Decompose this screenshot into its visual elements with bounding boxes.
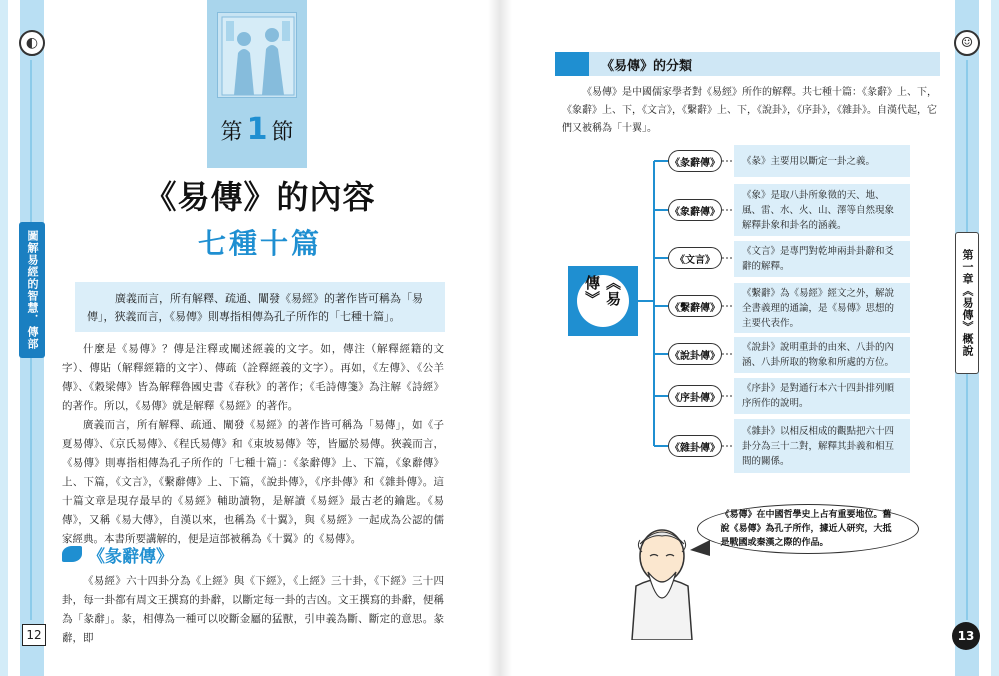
branch-label: 《文言》 (668, 247, 722, 269)
page-title: 《易傳》的內容 (144, 178, 376, 216)
subsection-heading-text: 《彖辭傳》 (88, 546, 173, 567)
branch-description-text: 《雜卦》以相反相成的觀點把六十四卦分為三十二對，解釋其卦義和相互間的關係。 (742, 425, 895, 467)
speech-bubble (697, 504, 919, 554)
core-node-label: 《易傳》 (583, 275, 622, 307)
branch-label: 《雜卦傳》 (668, 435, 722, 457)
branch-description (734, 283, 910, 333)
branch-description (734, 145, 910, 177)
speech-bubble-text: 《易傳》在中國哲學史上占有重要地位。舊說《易傳》為孔子所作，據近人研究，大抵是戰國或秦漢之際的作品。 (720, 510, 892, 548)
paragraph: 廣義而言，所有解釋、疏通、闡發《易經》的著作皆可稱為「易傳」，如《子夏易傳》、《京氏易傳》、《程氏易傳》和《東坡易傳》等，皆屬於易傳。狹義而言，《易傳》則專指相傳為孔子所作的「七種十篇」：《彖辭傳》上、下篇，《象辭傳》上、下篇，《文言》，《繫辭傳》上、下篇，《說卦傳》，《序卦傳》和《雜卦傳》。這十篇文章是現存最早的《易經》輔助讀物，是解讀《易經》最古老的鑰匙。《易傳》，又稱《易大傳》，自漢以來，也稱為《十翼》，與《易經》一起成為公認的儒家經典。本書所要講解的，便是這部被稱為《十翼》的《易傳》。 (62, 419, 444, 545)
section-prefix: 第 (220, 120, 243, 145)
page-number-left: 12 (22, 624, 46, 646)
section-number: 1 (246, 112, 268, 147)
branch-description-text: 《序卦》是對通行本六十四卦排列順序所作的說明。 (742, 383, 895, 409)
diagram-intro-text: 《易傳》是中國儒家學者對《易經》所作的解釋。共七種十篇：《彖辭》上、下，《象辭》上、下，《文言》，《繫辭》上、下，《說卦》，《序卦》，《雜卦》。自漢代起，它們又被稱為「十翼」。 (562, 87, 937, 134)
branch-description (734, 337, 910, 373)
branch-description-text: 《繫辭》為《易經》經文之外，解說全書義理的通論，是《易傳》思想的主要代表作。 (742, 287, 895, 329)
core-node (568, 266, 638, 336)
core-node-circle (577, 275, 629, 327)
branch-description-text: 《象》是取八卦所象徵的天、地、風、雷、水、火、山、澤等自然現象解釋卦象和卦名的涵義。 (742, 189, 895, 231)
branch-label: 《繫辭傳》 (668, 295, 722, 317)
branch-description (734, 419, 910, 473)
section-suffix: 節 (271, 120, 294, 145)
chapter-tab-text: 第一章《易傳》概說 (961, 249, 974, 357)
branch-description (734, 378, 910, 414)
series-logo-icon: ◐ (19, 30, 45, 56)
diagram-heading: 《易傳》的分類 (601, 58, 693, 74)
page-subtitle: 七種十篇 (197, 227, 322, 260)
branch-description (734, 241, 910, 277)
branch-description (734, 184, 910, 236)
branch-label: 《象辭傳》 (668, 199, 722, 221)
speech-bubble-tail (690, 540, 710, 556)
book-title-text: 圖解易經的智慧．傳部 (26, 230, 39, 350)
paragraph: 什麼是《易傳》？傳是注釋或闡述經義的文字。如，傳注（解釋經籍的文字）、傳貼（解釋經籍的文字）、傳疏（詮釋經義的文字）。再如，《左傳》、《公羊傳》、《穀梁傳》皆為解釋魯國史書《春秋》的著作；《毛詩傳箋》為注解《詩經》的著作。所以，《易傳》就是解釋《易經》的著作。 (62, 343, 444, 412)
branch-label: 《序卦傳》 (668, 385, 722, 407)
page-number-right: 13 (952, 622, 980, 650)
branch-description-text: 《文言》是專門對乾坤兩卦卦辭和爻辭的解釋。 (742, 246, 895, 272)
sage-face-logo-icon: ☺ (954, 30, 980, 56)
branch-description-text: 《彖》主要用以斷定一卦之義。 (742, 155, 876, 167)
branch-label: 《彖辭傳》 (668, 150, 722, 172)
paragraph: 《易經》六十四卦分為《上經》與《下經》，《上經》三十卦，《下經》三十四卦，每一卦都有周文王撰寫的卦辭，以斷定每一卦的吉凶。文王撰寫的卦辭，便稱為「彖辭」。彖，相傳為一種可以咬斷金屬的猛獸，引申義為斷、斷定的意思。彖辭，即 (62, 575, 444, 644)
branch-label: 《說卦傳》 (668, 343, 722, 365)
branch-description-text: 《說卦》說明重卦的由來、八卦的內涵、八卦所取的物象和所處的方位。 (742, 342, 895, 368)
summary-quote-text: 廣義而言，所有解釋、疏通、闡發《易經》的著作皆可稱為「易傳」，狹義而言，《易傳》則專指相傳為孔子所作的「七種十篇」。 (87, 292, 423, 323)
